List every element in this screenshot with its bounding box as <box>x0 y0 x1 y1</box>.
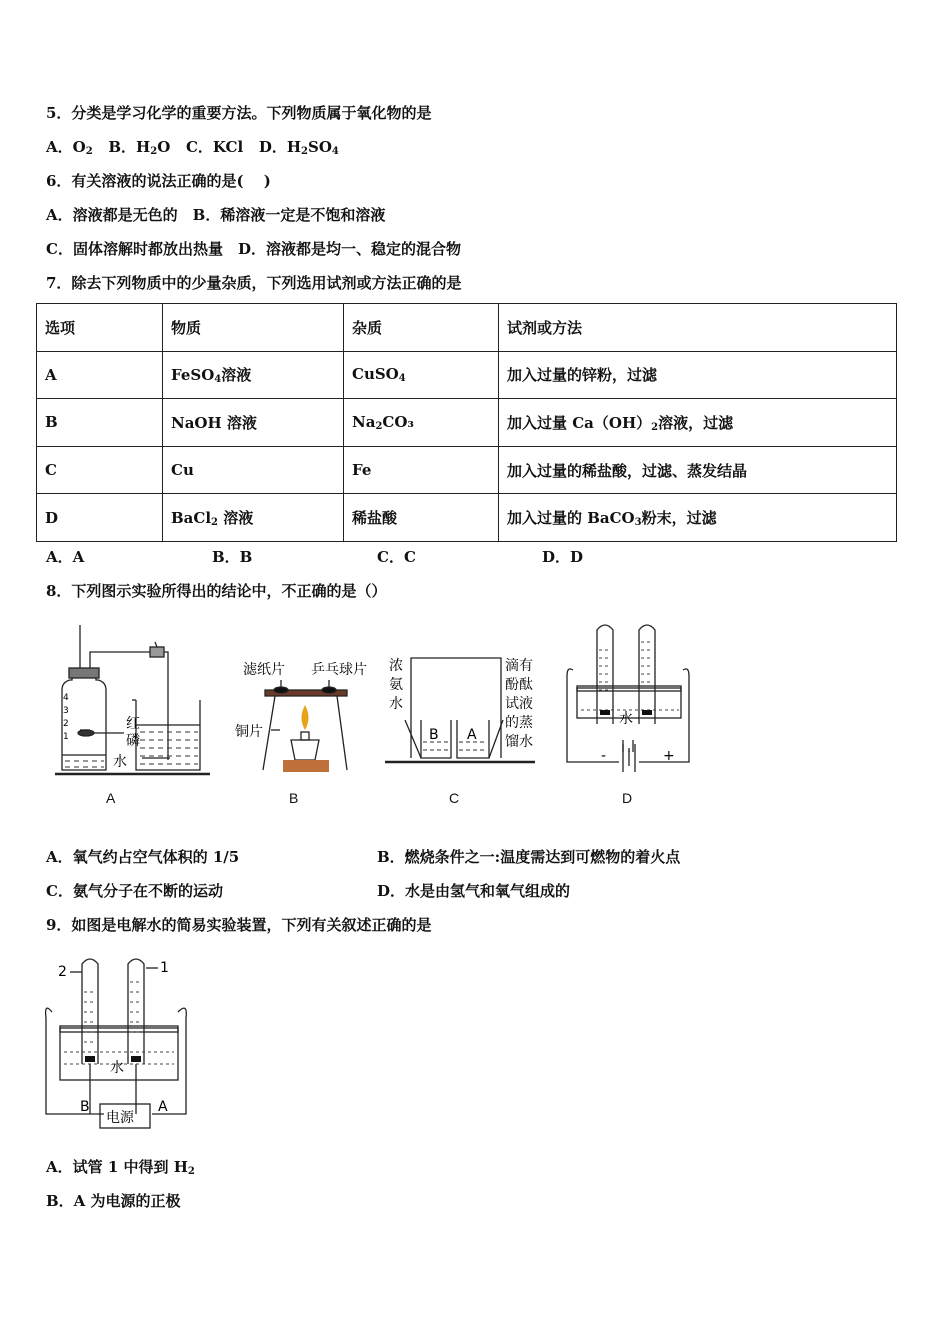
header-impurity: 杂质 <box>344 304 499 352</box>
figure-c-label: C <box>449 790 460 806</box>
label-red: 红 <box>126 716 140 732</box>
q8-opt-a: A．氧气约占空气体积的 1/5 <box>46 848 240 866</box>
cell-impurity: Fe <box>344 446 499 494</box>
cell-option: C <box>37 446 163 494</box>
label-steam: 的蒸 <box>505 715 533 731</box>
cell-impurity: CuSO$_4$ <box>344 351 499 399</box>
q9-stem: 9．如图是电解水的简易实验装置，下列有关叙述正确的是 <box>46 916 432 934</box>
label-distilled: 馏水 <box>505 734 533 750</box>
q9-opt-b: B．A 为电源的正极 <box>46 1192 181 1210</box>
figure-q9-electrolysis <box>40 952 200 1132</box>
cell-substance: Cu <box>163 446 344 494</box>
header-option: 选项 <box>37 304 163 352</box>
label-a: A <box>158 1099 168 1115</box>
cell-substance: NaOH 溶液 <box>163 399 344 447</box>
cell-method: 加入过量的稀盐酸，过滤、蒸发结晶 <box>499 446 897 494</box>
cell-method: 加入过量的锌粉，过滤 <box>499 351 897 399</box>
q5-opt-b: B．$H_2O$ <box>108 138 171 157</box>
q5-opt-a: A．$O_2$ <box>46 138 93 157</box>
table-row <box>37 399 897 447</box>
cell-option: A <box>37 351 163 399</box>
q7-table <box>36 303 897 542</box>
q8-stem: 8．下列图示实验所得出的结论中，不正确的是（） <box>46 582 387 600</box>
tube-1-label: 1 <box>160 960 169 976</box>
table-row <box>37 446 897 494</box>
figure-c-ammonia <box>385 650 545 775</box>
figure-b-label: B <box>289 790 299 806</box>
label-conc: 浓 <box>389 658 403 674</box>
q9-opt-a: A．试管 1 中得到 $H_2$ <box>46 1158 195 1177</box>
q7-opt-b: B．B <box>212 548 253 566</box>
label-plus: + <box>663 748 675 764</box>
q6-options-line1: A．溶液都是无色的 B．稀溶液一定是不饱和溶液 <box>46 206 386 224</box>
q7-opt-d: D．D <box>542 548 584 566</box>
table-header-row <box>37 304 897 352</box>
label-filter-paper: 滤纸片 <box>243 662 285 678</box>
q5-options <box>46 136 339 157</box>
q6-options-line2: C．固体溶解时都放出热量 D．溶液都是均一、稳定的混合物 <box>46 240 461 258</box>
label-drip: 滴有 <box>505 658 533 674</box>
q7-stem: 7．除去下列物质中的少量杂质，下列选用试剂或方法正确的是 <box>46 274 462 292</box>
figure-a-red-phosphorus <box>50 620 215 780</box>
cell-impurity: 稀盐酸 <box>344 494 499 542</box>
cell-option: D <box>37 494 163 542</box>
q7-opt-a: A．A <box>46 548 85 566</box>
header-substance: 物质 <box>163 304 344 352</box>
label-b: B <box>80 1099 90 1115</box>
table-row <box>37 351 897 399</box>
mark-3: 3 <box>63 706 69 716</box>
beaker-a-label: A <box>467 727 477 743</box>
cell-substance: FeSO$_4$溶液 <box>163 351 344 399</box>
label-phosphorus: 磷 <box>126 733 140 749</box>
mark-2: 2 <box>63 719 69 729</box>
label-test: 试液 <box>505 696 533 712</box>
label-water: 水 <box>389 696 403 712</box>
cell-option: B <box>37 399 163 447</box>
label-pingpong: 乒乓球片 <box>311 662 367 678</box>
q5-opt-d: D．$H_2SO_4$ <box>258 138 339 157</box>
mark-4: 4 <box>63 693 69 703</box>
label-copper: 铜片 <box>235 724 263 740</box>
figure-d-label: D <box>622 790 633 806</box>
q5-opt-c: C．KCl <box>185 138 244 156</box>
figure-a-label: A <box>106 790 116 806</box>
label-water: 水 <box>113 754 127 770</box>
q5-stem: 5．分类是学习化学的重要方法。下列物质属于氧化物的是 <box>46 104 432 122</box>
header-method: 试剂或方法 <box>499 304 897 352</box>
q7-opt-c: C．C <box>377 548 416 566</box>
cell-substance: BaCl$_2$ 溶液 <box>163 494 344 542</box>
label-minus: - <box>601 748 607 764</box>
q6-stem: 6．有关溶液的说法正确的是( ) <box>46 172 271 190</box>
label-water: 水 <box>110 1060 124 1076</box>
label-power: 电源 <box>106 1110 134 1126</box>
label-water: 水 <box>619 711 633 727</box>
mark-1: 1 <box>63 732 69 742</box>
table-row <box>37 494 897 542</box>
cell-impurity: $Na_2CO_3$ <box>344 399 499 447</box>
q8-opt-b: B．燃烧条件之一:温度需达到可燃物的着火点 <box>377 848 681 866</box>
cell-method: 加入过量 $Ca(OH)_2$溶液，过滤 <box>499 399 897 447</box>
q8-opt-c: C．氨气分子在不断的运动 <box>46 882 223 900</box>
q8-opt-d: D．水是由氢气和氧气组成的 <box>377 882 571 900</box>
figure-b-combustion <box>235 650 380 780</box>
tube-2-label: 2 <box>58 964 67 980</box>
figure-d-electrolysis <box>563 620 698 780</box>
label-ammonia: 氨 <box>389 677 403 693</box>
cell-method: 加入过量的 BaCO$_3$粉末，过滤 <box>499 494 897 542</box>
label-phenol: 酚酞 <box>505 677 533 693</box>
beaker-b-label: B <box>429 727 439 743</box>
